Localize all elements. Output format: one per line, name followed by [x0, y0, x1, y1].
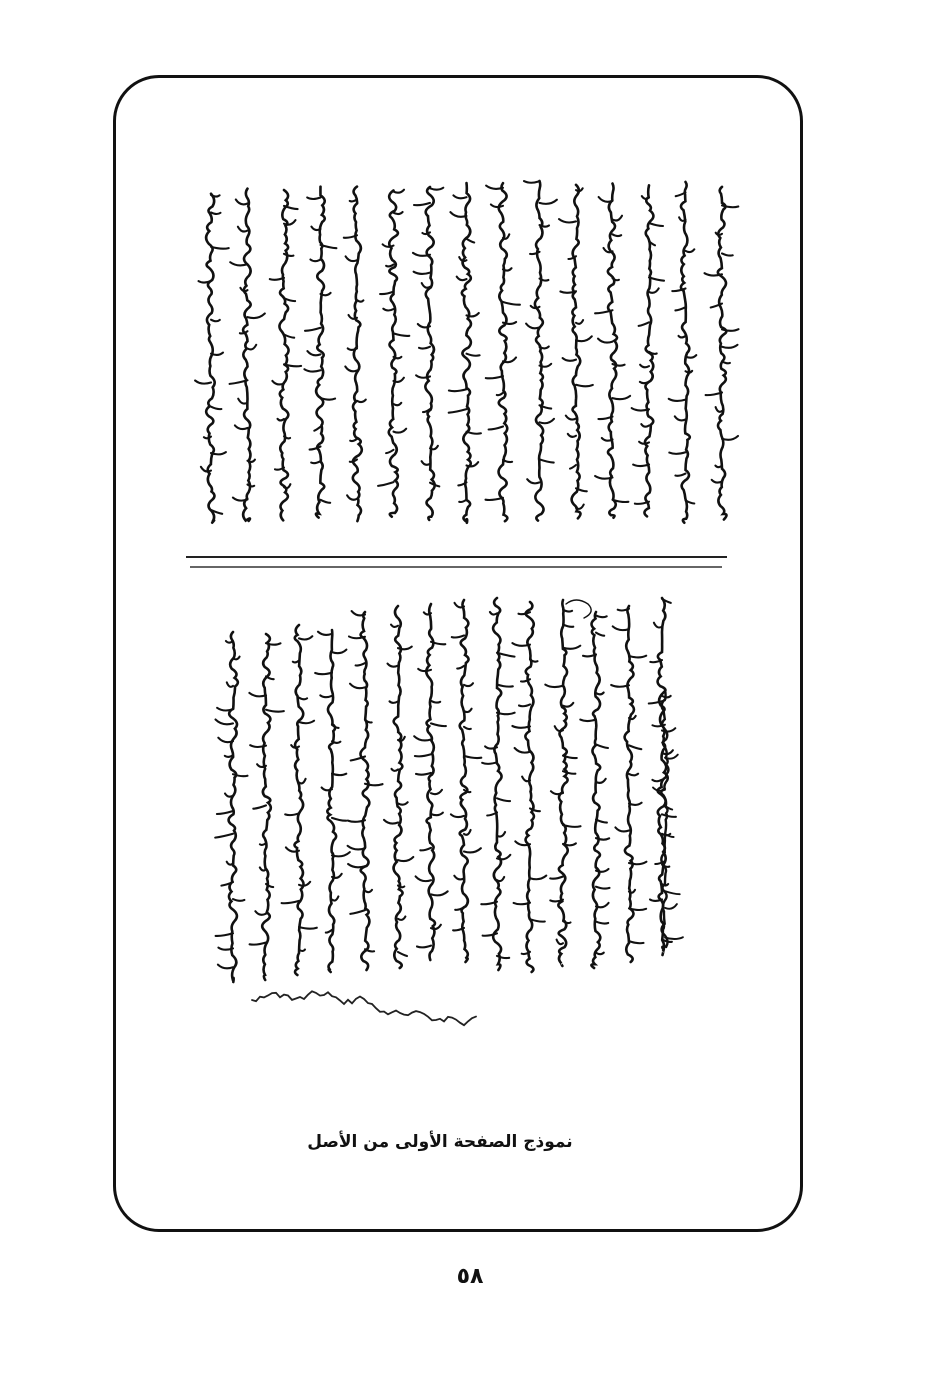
manuscript-stroke [550, 900, 563, 902]
manuscript-stroke [596, 887, 610, 889]
manuscript-stroke [217, 811, 233, 814]
manuscript-stroke [503, 302, 520, 305]
manuscript-stroke [568, 434, 576, 437]
manuscript-stroke [679, 336, 686, 338]
manuscript-stroke [211, 320, 220, 322]
manuscript-stroke [383, 309, 393, 311]
manuscript-stroke [299, 779, 306, 784]
manuscript-stroke [563, 843, 576, 845]
manuscript-stroke [596, 744, 608, 748]
manuscript-stroke [294, 625, 303, 975]
manuscript-stroke [199, 281, 212, 283]
manuscript-stroke [356, 663, 365, 665]
manuscript-stroke [535, 181, 544, 521]
manuscript-stroke [596, 779, 606, 783]
manuscript-stroke [417, 946, 431, 948]
manuscript-marginal-note [252, 991, 476, 1025]
manuscript-stroke [580, 720, 596, 722]
manuscript-stroke [576, 385, 593, 387]
manuscript-stroke [640, 382, 649, 384]
manuscript-stroke [563, 610, 572, 612]
manuscript-stroke [712, 480, 722, 483]
manuscript-stroke [550, 877, 563, 879]
manuscript-stroke [346, 256, 357, 261]
manuscript-stroke [360, 612, 369, 970]
manuscript-stroke [416, 773, 431, 775]
manuscript-stroke [559, 219, 576, 222]
manuscript-stroke [665, 937, 683, 939]
manuscript-stroke [211, 195, 220, 197]
manuscript-stroke [490, 612, 497, 615]
manuscript-stroke [675, 416, 686, 420]
manuscript-stroke [345, 367, 357, 372]
manuscript-stroke [388, 664, 399, 667]
manuscript-stroke [566, 416, 576, 420]
manuscript-stroke [558, 600, 567, 966]
manuscript-stroke [304, 369, 320, 371]
manuscript-stroke [641, 424, 649, 427]
manuscript-stroke [618, 609, 629, 611]
manuscript-stroke [243, 189, 251, 521]
manuscript-stroke [266, 676, 274, 679]
manuscript-stroke [519, 612, 531, 614]
manuscript-stroke [350, 910, 365, 914]
manuscript-stroke [716, 407, 722, 412]
manuscript-stroke [284, 254, 293, 256]
manuscript-stroke [225, 794, 233, 797]
manuscript-stroke [453, 195, 466, 198]
manuscript-stroke [394, 403, 402, 405]
manuscript-stroke [591, 612, 600, 968]
manuscript-stroke [563, 771, 575, 774]
manuscript-stroke [629, 941, 644, 943]
manuscript-stroke [211, 407, 221, 409]
manuscript-stroke [522, 952, 530, 954]
manuscript-stroke [320, 695, 332, 697]
manuscript-stroke [449, 409, 467, 413]
manuscript-stroke [425, 187, 434, 520]
manuscript-stroke [332, 896, 338, 900]
manuscript-stroke [540, 200, 557, 204]
manuscript-stroke [722, 345, 738, 348]
manuscript-stroke [398, 802, 408, 804]
manuscript-stroke [236, 200, 248, 205]
manuscript-stroke [629, 774, 638, 776]
manuscript-stroke [284, 364, 301, 366]
manuscript-stroke [611, 685, 629, 687]
manuscript-stroke [596, 953, 604, 955]
manuscript-stroke [248, 314, 265, 319]
figure-caption: نموذج الصفحة الأولى من الأصل [307, 1132, 573, 1152]
manuscript-stroke [307, 198, 320, 200]
manuscript-stroke [392, 769, 399, 771]
manuscript-stroke [275, 468, 284, 470]
manuscript-stroke [278, 419, 285, 421]
manuscript-stroke [497, 713, 515, 715]
manuscript-stroke [563, 703, 573, 707]
manuscript-stroke [431, 790, 442, 794]
manuscript-stroke [431, 723, 446, 726]
manuscript-stroke [662, 814, 676, 817]
manuscript-stroke [596, 820, 607, 823]
manuscript-stroke [540, 279, 549, 281]
manuscript-stroke [299, 721, 314, 724]
manuscript-stroke [454, 876, 464, 880]
manuscript-stroke [422, 461, 430, 465]
manuscript-stroke [235, 425, 248, 429]
manuscript-stroke [431, 891, 448, 895]
manuscript-stroke [315, 673, 332, 675]
manuscript-stroke [464, 683, 473, 686]
manuscript-stroke [718, 187, 727, 520]
manuscript-stroke [457, 666, 464, 669]
manuscript-stroke [563, 921, 571, 923]
manuscript-stroke [449, 389, 467, 391]
manuscript-stroke [195, 381, 211, 384]
manuscript-stroke [545, 685, 563, 687]
manuscript-stroke [629, 745, 641, 749]
manuscript-stroke [430, 188, 443, 190]
manuscript-stroke [451, 814, 464, 817]
manuscript-stroke [357, 400, 366, 402]
manuscript-stroke [613, 216, 623, 221]
manuscript-stroke [467, 239, 475, 243]
manuscript-stroke [357, 300, 363, 302]
manuscript-stroke [576, 320, 583, 324]
manuscript-stroke [216, 720, 234, 725]
manuscript-stroke [497, 798, 510, 801]
manuscript-stroke [266, 643, 281, 645]
manuscript-stroke [332, 818, 346, 821]
manuscript-stroke [332, 741, 340, 743]
manuscript-stroke [260, 843, 266, 845]
manuscript-stroke [380, 292, 393, 295]
manuscript-stroke [450, 212, 466, 217]
manuscript-stroke [314, 427, 320, 431]
manuscript-stroke [394, 212, 403, 214]
manuscript-stroke [284, 436, 290, 438]
manuscript-stroke [211, 212, 221, 214]
manuscript-stroke [426, 604, 435, 960]
manuscript-stroke [365, 784, 383, 786]
manuscript-stroke [348, 348, 357, 350]
manuscript-stroke [540, 347, 549, 349]
manuscript-stroke [284, 206, 298, 209]
manuscript-stroke [253, 805, 266, 808]
manuscript-stroke [681, 182, 690, 523]
manuscript-stroke [326, 930, 332, 933]
manuscript-stroke [525, 602, 534, 972]
manuscript-stroke [391, 625, 398, 627]
manuscript-stroke [316, 187, 325, 518]
manuscript-stroke [238, 227, 248, 232]
manuscript-stroke [524, 181, 540, 183]
manuscript-stroke [629, 908, 646, 910]
manuscript-stroke [422, 283, 430, 288]
manuscript-stroke [669, 452, 685, 454]
manuscript-stroke [311, 461, 320, 463]
manuscript-stroke [722, 253, 733, 255]
manuscript-stroke [250, 745, 266, 747]
manuscript-stroke [482, 762, 497, 764]
manuscript-stroke [349, 637, 365, 639]
manuscript-stroke [566, 600, 591, 618]
manuscript-stroke [722, 361, 730, 363]
manuscript-stroke [640, 365, 649, 368]
manuscript-stroke [318, 632, 332, 635]
manuscript-stroke [514, 903, 530, 905]
manuscript-stroke [596, 838, 609, 840]
manuscript-stroke [560, 291, 576, 293]
manuscript-stroke [649, 223, 663, 226]
manuscript-stroke [233, 774, 248, 776]
manuscript-stroke [386, 265, 393, 267]
manuscript-stroke [615, 827, 629, 831]
manuscript-stroke [250, 943, 266, 945]
manuscript-stroke [613, 364, 625, 366]
manuscript-stroke [431, 813, 443, 816]
manuscript-stroke [321, 500, 331, 503]
manuscript-stroke [332, 774, 346, 776]
manuscript-stroke [722, 436, 738, 440]
manuscript-stroke [486, 498, 504, 500]
manuscript-stroke [350, 439, 357, 441]
manuscript-stroke [431, 701, 440, 703]
manuscript-stroke [652, 725, 665, 727]
manuscript-stroke [299, 950, 305, 952]
manuscript-stroke [327, 630, 336, 972]
manuscript-stroke [347, 495, 357, 499]
manuscript-stroke [540, 459, 554, 462]
manuscript-stroke [722, 329, 739, 331]
manuscript-stroke [414, 203, 430, 205]
manuscript-stroke [599, 197, 613, 202]
manuscript-stroke [715, 466, 722, 468]
manuscript-stroke [665, 904, 677, 909]
manuscript-stroke [570, 465, 576, 469]
manuscript-stroke [613, 626, 629, 630]
manuscript-stroke [563, 825, 581, 827]
manuscript-stroke [248, 345, 257, 350]
manuscript-stroke [255, 911, 266, 915]
manuscript-stroke [464, 727, 471, 729]
manuscript-stroke [483, 933, 497, 935]
manuscript-stroke [310, 260, 320, 262]
manuscript-stroke [563, 624, 573, 626]
manuscript-stroke [206, 194, 215, 523]
manuscript-stroke [540, 225, 550, 227]
manuscript-stroke [285, 813, 299, 815]
manuscript-stroke [299, 698, 307, 700]
manuscript-stroke [348, 846, 365, 850]
manuscript-stroke [489, 427, 503, 430]
manuscript-stroke [467, 462, 479, 466]
manuscript-stroke [497, 877, 504, 881]
manuscript-stroke [398, 857, 413, 861]
manuscript-stroke [675, 307, 685, 310]
manuscript-stroke [394, 333, 410, 336]
manuscript-stroke [384, 820, 398, 824]
manuscript-stroke [464, 848, 481, 852]
manuscript-stroke [293, 661, 299, 663]
manuscript-stroke [675, 474, 685, 476]
manuscript-stroke [464, 709, 472, 712]
manuscript-stroke [365, 890, 372, 892]
manuscript-stroke [398, 917, 405, 920]
manuscript-stroke [321, 398, 336, 400]
manuscript-stroke [227, 682, 233, 686]
manuscript-stroke [211, 247, 229, 249]
manuscript-stroke [563, 358, 576, 361]
manuscript-stroke [270, 278, 284, 280]
manuscript-stroke [722, 205, 738, 207]
manuscript-stroke [649, 352, 657, 354]
manuscript-stroke [540, 419, 555, 423]
manuscript-stroke [218, 965, 233, 969]
manuscript-lower-text [215, 598, 676, 982]
manuscript-stroke [452, 635, 464, 637]
manuscript-basmala [566, 600, 683, 950]
manuscript-stroke [299, 636, 312, 639]
manuscript-stroke [305, 328, 321, 331]
manuscript-stroke [526, 324, 539, 329]
manuscript-stroke [282, 901, 299, 903]
manuscript-stroke [583, 655, 596, 657]
manuscript-stroke [654, 623, 662, 628]
manuscript-stroke [512, 726, 530, 728]
manuscript-stroke [266, 710, 284, 712]
manuscript-stroke [217, 708, 233, 711]
manuscript-stroke [598, 339, 613, 343]
manuscript-stroke [215, 834, 233, 838]
manuscript-stroke [233, 498, 248, 501]
manuscript-stroke [394, 429, 407, 433]
manuscript-stroke [459, 500, 466, 502]
manuscript-stroke [596, 922, 608, 924]
manuscript-stroke [299, 927, 317, 929]
manuscript-stroke [394, 606, 403, 968]
manuscript-stroke [378, 482, 393, 486]
manuscript-stroke [398, 952, 407, 956]
manuscript-stroke [530, 660, 538, 662]
manuscript-stroke [576, 336, 592, 341]
manuscript-stroke [652, 780, 662, 782]
manuscript-stroke [419, 347, 430, 349]
manuscript-stroke [557, 940, 563, 945]
manuscript-stroke [226, 641, 233, 643]
manuscript-stroke [390, 701, 399, 703]
manuscript-stroke [394, 357, 402, 359]
manuscript-stroke [457, 277, 467, 281]
manuscript-stroke [563, 646, 580, 649]
manuscript-stroke [613, 396, 631, 399]
manuscript-stroke [216, 933, 233, 936]
manuscript-stroke [686, 249, 695, 252]
manuscript-stroke [394, 190, 405, 193]
manuscript-stroke [348, 864, 365, 867]
manuscript-stroke [416, 876, 431, 881]
manuscript-stroke [332, 650, 346, 654]
manuscript-stroke [497, 393, 503, 395]
manuscript-stroke [629, 656, 646, 658]
manuscript-stroke [249, 693, 266, 696]
manuscript-stroke [596, 633, 604, 636]
manuscript-stroke [497, 685, 513, 687]
manuscript-stroke [414, 272, 430, 274]
manuscript-stroke [415, 754, 431, 756]
manuscript-stroke [467, 354, 480, 356]
manuscript-stroke [204, 437, 211, 439]
manuscript-stroke [420, 848, 431, 851]
manuscript-stroke [527, 479, 539, 483]
manuscript-stroke [639, 322, 649, 326]
manuscript-stroke [233, 899, 244, 901]
manuscript-stroke [596, 693, 604, 695]
manuscript-stroke [225, 755, 233, 757]
manuscript-stroke [389, 190, 398, 516]
manuscript-stroke [519, 704, 530, 706]
manuscript-stroke [669, 399, 686, 401]
manuscript-stroke [332, 852, 350, 856]
manuscript-stroke [467, 432, 481, 434]
manuscript-stroke [613, 234, 622, 236]
manuscript-stroke [414, 736, 431, 740]
manuscript-stroke [350, 684, 365, 689]
manuscript-stroke [418, 669, 431, 671]
manuscript-stroke [386, 450, 393, 453]
manuscript-upper-text [195, 181, 738, 523]
manuscript-stroke [229, 632, 238, 982]
manuscript-stroke [503, 322, 516, 324]
manuscript-stroke [633, 465, 649, 467]
manuscript-stroke [499, 183, 508, 521]
manuscript-stroke [650, 899, 662, 901]
manuscript-stroke [252, 991, 476, 1025]
manuscript-stroke [218, 738, 233, 742]
manuscript-stroke [279, 190, 288, 520]
manuscript-stroke [307, 351, 320, 355]
manuscript-stroke [486, 376, 503, 378]
manuscript-stroke [613, 278, 619, 280]
manuscript-stroke [350, 199, 357, 201]
manuscript-stroke [272, 381, 284, 385]
manuscript-stroke [530, 876, 546, 880]
manuscript-stroke [348, 820, 365, 822]
page-number: ٥٨ [456, 1264, 484, 1289]
manuscript-stroke [464, 756, 481, 758]
manuscript-stroke [596, 615, 607, 617]
